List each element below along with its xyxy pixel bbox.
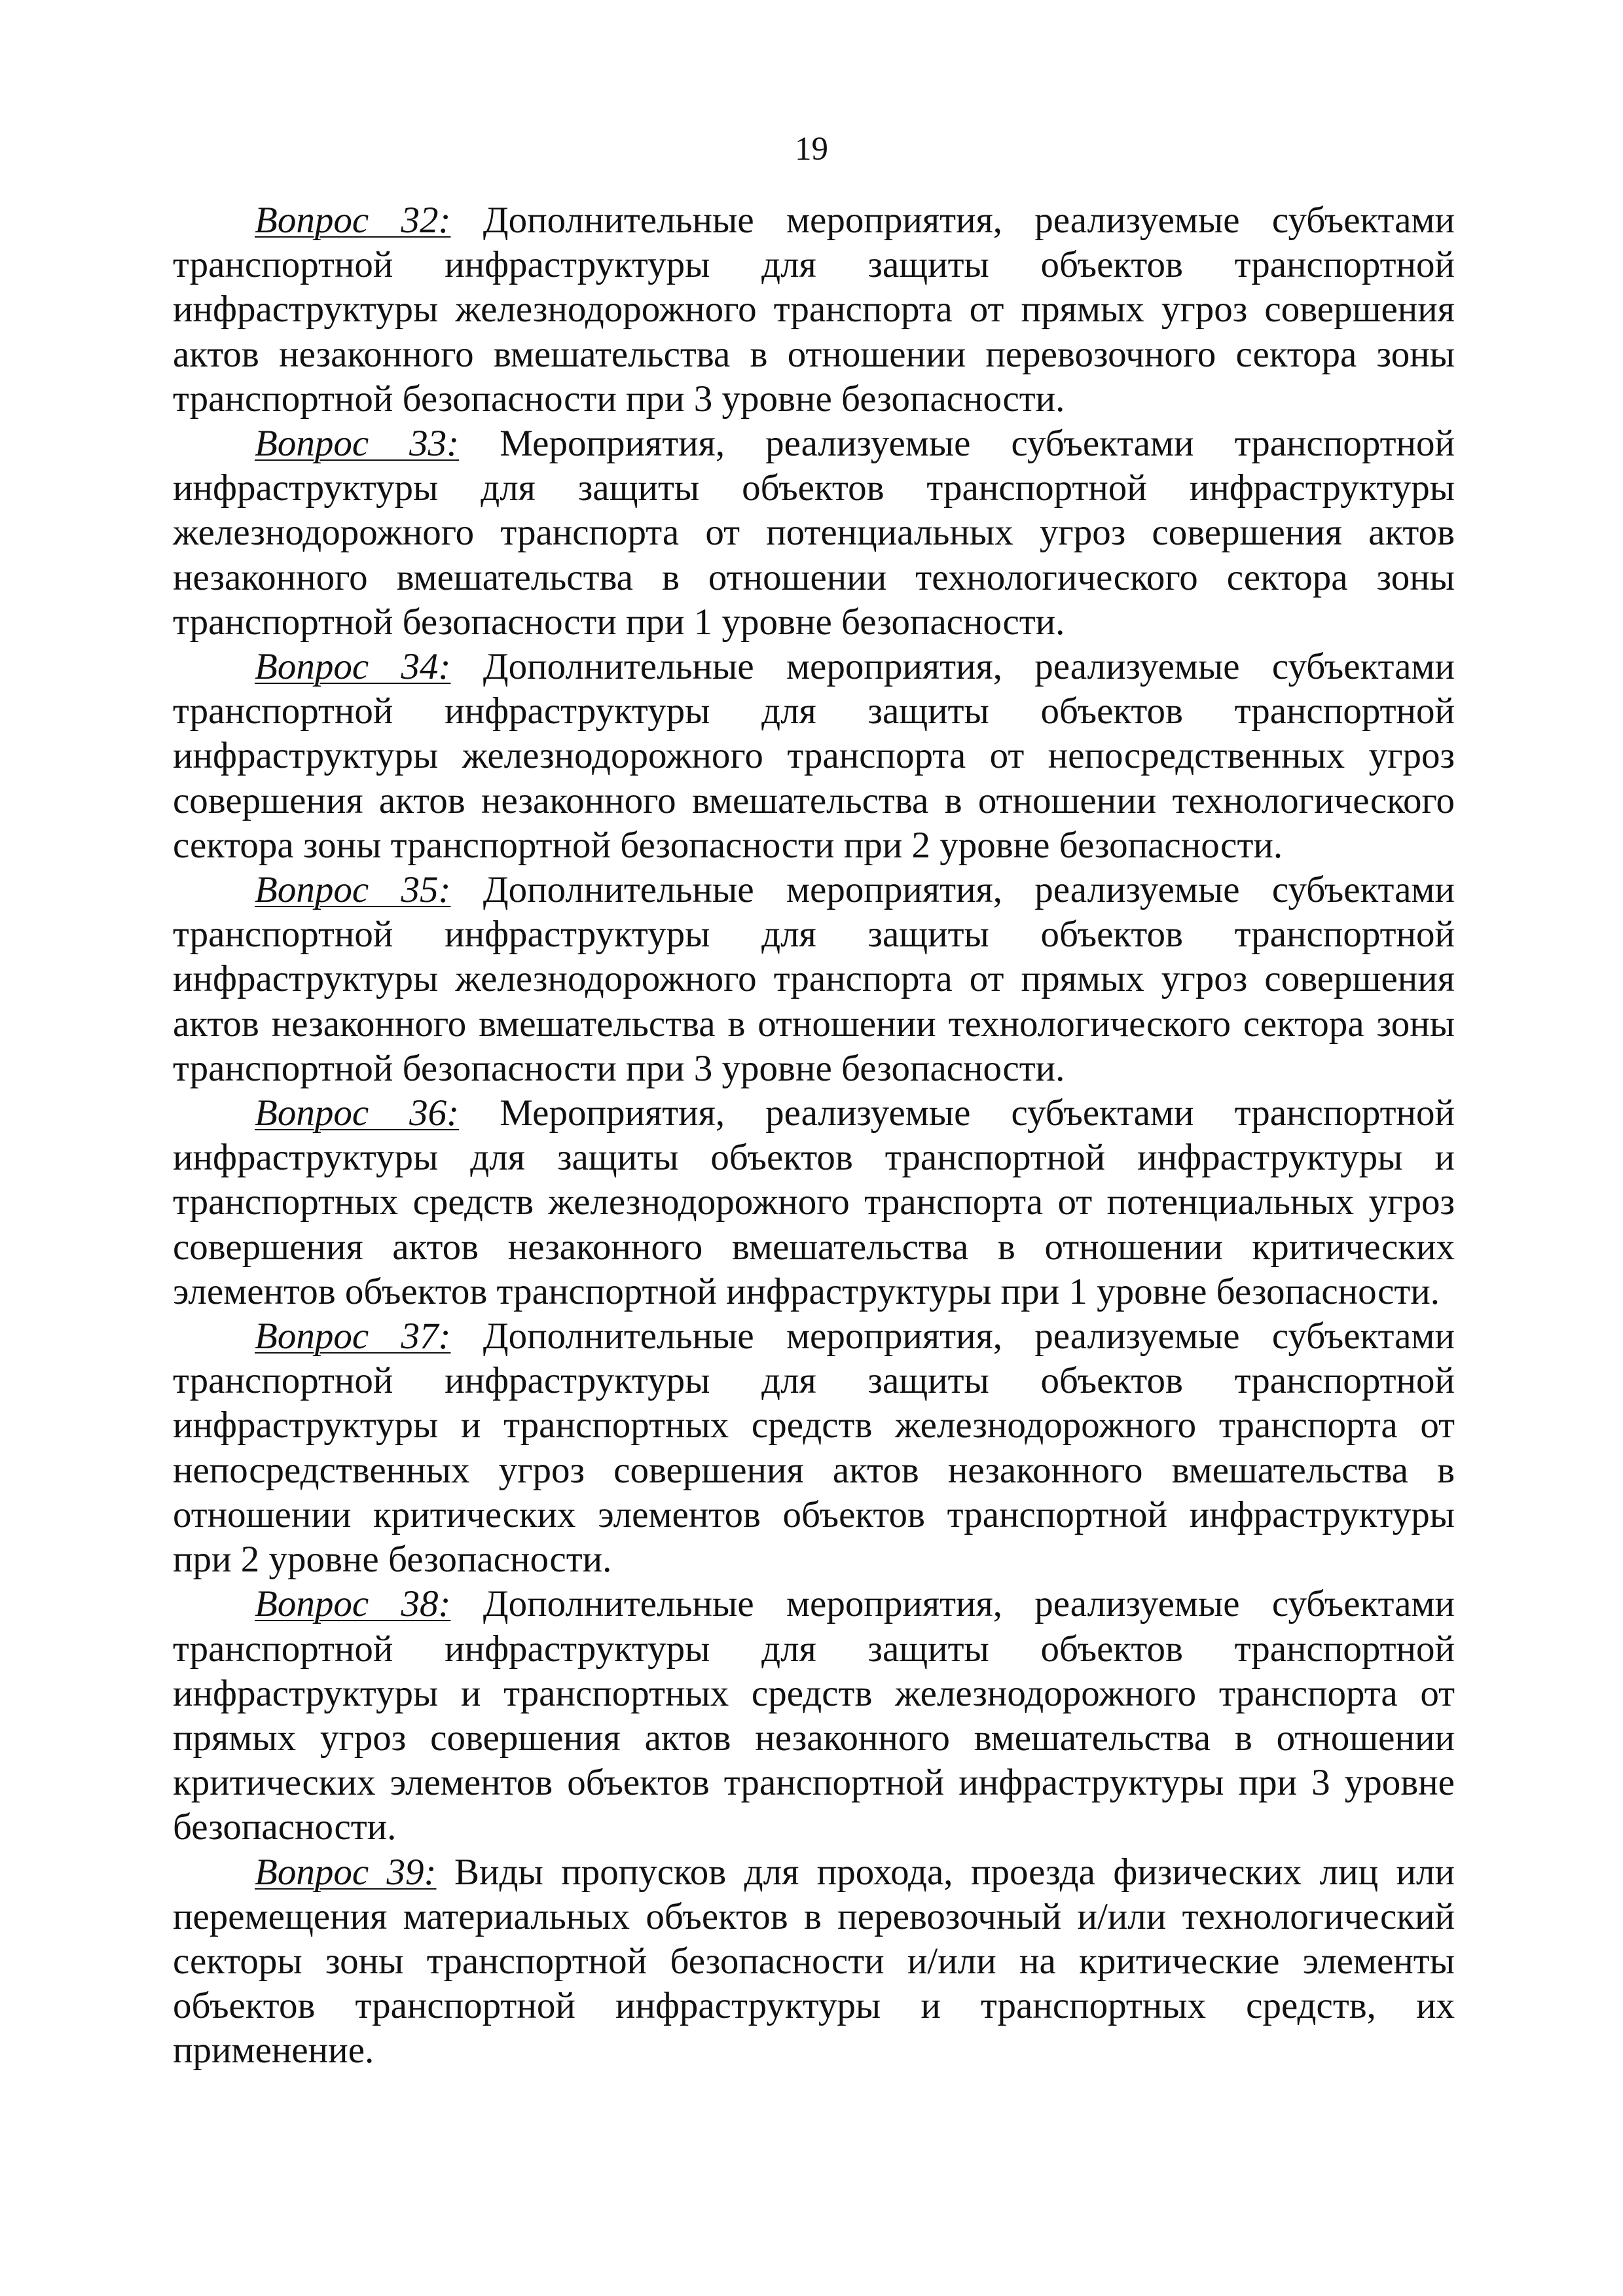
question-label: Вопрос 32: [255, 200, 451, 241]
question-34 [173, 645, 1455, 868]
question-39 [173, 1850, 1455, 2073]
question-label: Вопрос 39: [255, 1851, 437, 1893]
question-text: Дополнительные мероприятия, реализуемые субъектами транспортной инфраструктуры для защиты объектов транспортной инфраструктуры и транспортных средств железнодорожного транспорта от прямых угроз совершения актов незаконного вмешательства в отношении критических элементов объектов транспортной инфраструктуры при 3 уровне безопасности. [173, 1583, 1455, 1848]
question-list [173, 198, 1455, 2073]
question-label: Вопрос 35: [255, 869, 451, 911]
question-37 [173, 1314, 1455, 1582]
question-33 [173, 422, 1455, 645]
question-label: Вопрос 38: [255, 1583, 451, 1625]
question-text: Дополнительные мероприятия, реализуемые субъектами транспортной инфраструктуры для защиты объектов транспортной инфраструктуры железнодорожного транспорта от непосредственных угроз совершения актов незаконного вмешательства в отношении технологического сектора зоны транспортной безопасности при 2 уровне безопасности. [173, 646, 1455, 866]
question-text: Дополнительные мероприятия, реализуемые субъектами транспортной инфраструктуры для защиты объектов транспортной инфраструктуры железнодорожного транспорта от прямых угроз совершения актов незаконного вмешательства в отношении технологического сектора зоны транспортной безопасности при 3 уровне безопасности. [173, 869, 1455, 1089]
question-label: Вопрос 33: [255, 423, 460, 465]
question-text: Мероприятия, реализуемые субъектами транспортной инфраструктуры для защиты объектов транспортной инфраструктуры и транспортных средств железнодорожного транспорта от потенциальных угроз совершения актов незаконного вмешательства в отношении критических элементов объектов транспортной инфраструктуры при 1 уровне безопасности. [173, 1092, 1455, 1312]
question-text: Дополнительные мероприятия, реализуемые субъектами транспортной инфраструктуры для защиты объектов транспортной инфраструктуры и транспортных средств железнодорожного транспорта от непосредственных угроз совершения актов незаконного вмешательства в отношении критических элементов объектов транспортной инфраструктуры при 2 уровне безопасности. [173, 1316, 1455, 1581]
question-32 [173, 198, 1455, 422]
question-35 [173, 868, 1455, 1091]
question-38 [173, 1582, 1455, 1850]
question-text: Дополнительные мероприятия, реализуемые субъектами транспортной инфраструктуры для защиты объектов транспортной инфраструктуры железнодорожного транспорта от прямых угроз совершения актов незаконного вмешательства в отношении перевозочного сектора зоны транспортной безопасности при 3 уровне безопасности. [173, 200, 1455, 420]
question-text: Мероприятия, реализуемые субъектами транспортной инфраструктуры для защиты объектов транспортной инфраструктуры железнодорожного транспорта от потенциальных угроз совершения актов незаконного вмешательства в отношении технологического сектора зоны транспортной безопасности при 1 уровне безопасности. [173, 423, 1455, 643]
question-label: Вопрос 37: [255, 1316, 451, 1357]
page-number: 19 [795, 131, 828, 168]
question-text: Виды пропусков для прохода, проезда физических лиц или перемещения материальных объектов в перевозочный и/или технологический секторы зоны транспортной безопасности и/или на критические элементы объектов транспортной инфраструктуры и транспортных средств, их применение. [173, 1851, 1455, 2072]
question-label: Вопрос 36: [255, 1092, 460, 1134]
question-36 [173, 1091, 1455, 1314]
question-label: Вопрос 34: [255, 646, 451, 688]
